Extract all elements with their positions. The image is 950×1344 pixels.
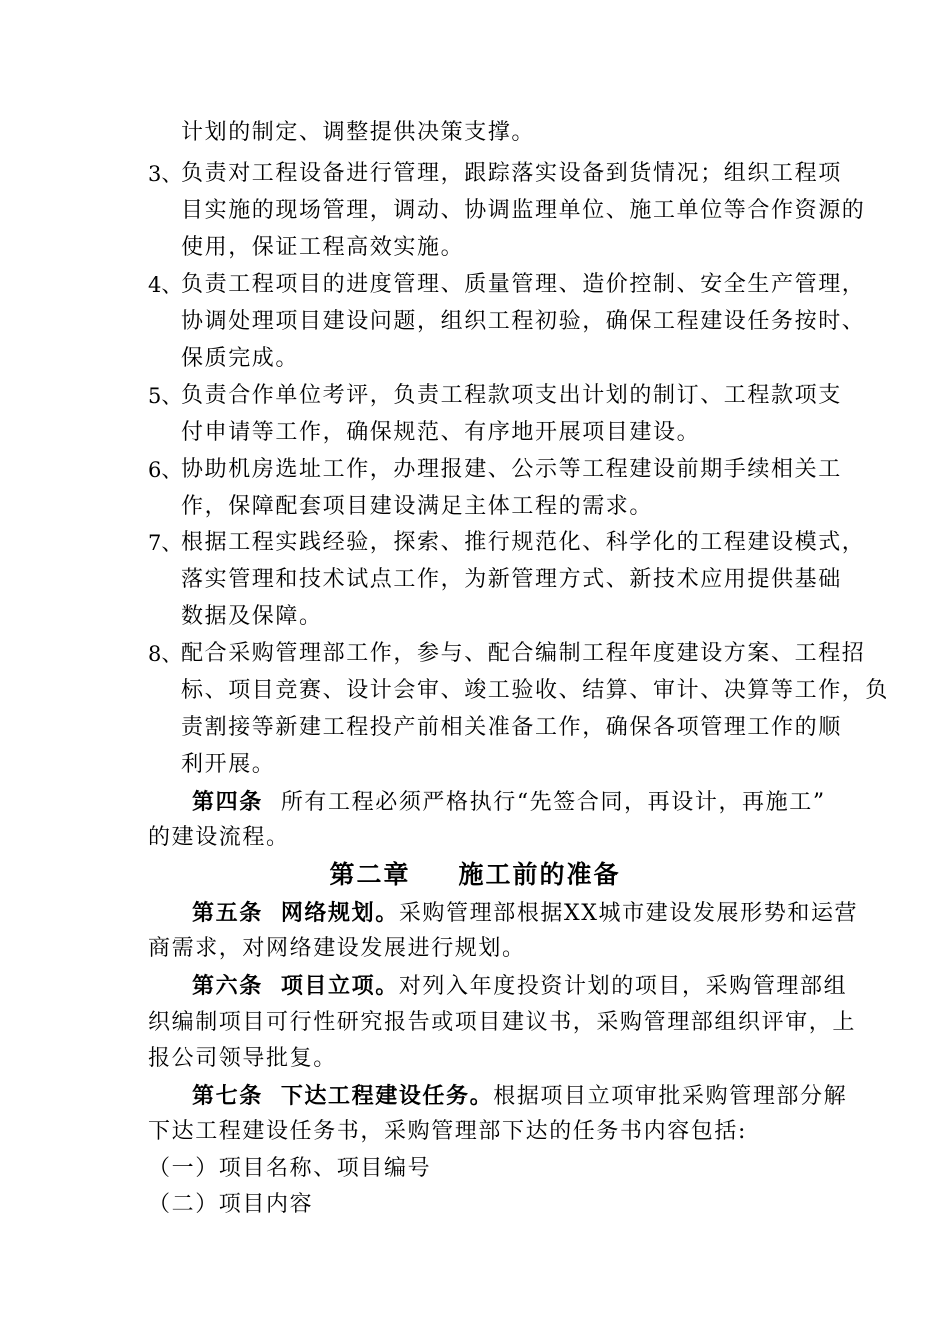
chapter-title: 施工前的准备: [458, 860, 621, 889]
chapter-number: 第二章: [329, 860, 411, 889]
article-label: 第六条: [192, 973, 263, 999]
item-text-line: 标、项目竞赛、设计会审、竣工验收、结算、审计、决算等工作，负: [181, 678, 890, 703]
item-number: 6、: [148, 458, 183, 482]
article-text: 所有工程必须严格执行“先签合同，再设计，再施工”: [280, 790, 826, 815]
article-label: 第七条: [192, 1083, 263, 1109]
sub-item: （二）项目内容: [148, 1192, 314, 1217]
article-heading: 下达工程建设任务。: [280, 1083, 494, 1109]
paragraph-line: 计划的制定、调整提供决策支撑。: [181, 120, 536, 145]
item-number: 8、: [148, 642, 183, 666]
item-text-line: 责割接等新建工程投产前相关准备工作，确保各项管理工作的顺: [181, 715, 842, 740]
article-text: 商需求，对网络建设发展进行规划。: [148, 936, 526, 961]
article-text: 的建设流程。: [148, 825, 290, 850]
item-text-line: 根据工程实践经验，探索、推行规范化、科学化的工程建设模式，: [181, 530, 866, 555]
item-text-line: 数据及保障。: [181, 604, 323, 629]
item-text-line: 负责对工程设备进行管理，跟踪落实设备到货情况；组织工程项: [181, 161, 842, 186]
item-text-line: 付申请等工作，确保规范、有序地开展项目建设。: [181, 420, 701, 445]
article-heading: 网络规划。: [280, 900, 399, 926]
article-text: 对列入年度投资计划的项目，采购管理部组: [398, 974, 848, 999]
item-text-line: 协助机房选址工作，办理报建、公示等工程建设前期手续相关工: [181, 457, 842, 482]
article-text: 采购管理部根据XX城市建设发展形势和运营: [398, 901, 859, 926]
item-text-line: 落实管理和技术试点工作，为新管理方式、新技术应用提供基础: [181, 567, 842, 592]
item-text-line: 作，保障配套项目建设满足主体工程的需求。: [181, 494, 654, 519]
item-text-line: 负责工程项目的进度管理、质量管理、造价控制、安全生产管理，: [181, 272, 866, 297]
article-label: 第五条: [192, 900, 263, 926]
article-text: 根据项目立项审批采购管理部分解: [493, 1084, 848, 1109]
item-text-line: 保质完成。: [181, 346, 300, 371]
item-text-line: 使用，保证工程高效实施。: [181, 235, 465, 260]
item-text-line: 配合采购管理部工作，参与、配合编制工程年度建设方案、工程招: [181, 641, 866, 666]
sub-item: （一）项目名称、项目编号: [148, 1156, 432, 1181]
chapter-heading: [0, 858, 950, 892]
item-text-line: 目实施的现场管理，调动、协调监理单位、施工单位等合作资源的: [181, 198, 866, 223]
item-text-line: 利开展。: [181, 752, 276, 777]
item-number: 5、: [148, 384, 183, 408]
item-number: 3、: [148, 162, 183, 186]
article-heading: 项目立项。: [280, 973, 399, 999]
article-text: 下达工程建设任务书，采购管理部下达的任务书内容包括:: [148, 1119, 748, 1144]
article-text: 报公司领导批复。: [148, 1046, 337, 1071]
article-text: 织编制项目可行性研究报告或项目建议书，采购管理部组织评审，上: [148, 1010, 857, 1035]
item-text-line: 负责合作单位考评，负责工程款项支出计划的制订、工程款项支: [181, 383, 842, 408]
item-number: 4、: [148, 273, 183, 297]
item-number: 7、: [148, 531, 183, 555]
article-label: 第四条: [192, 789, 263, 815]
item-text-line: 协调处理项目建设问题，组织工程初验，确保工程建设任务按时、: [181, 309, 866, 334]
